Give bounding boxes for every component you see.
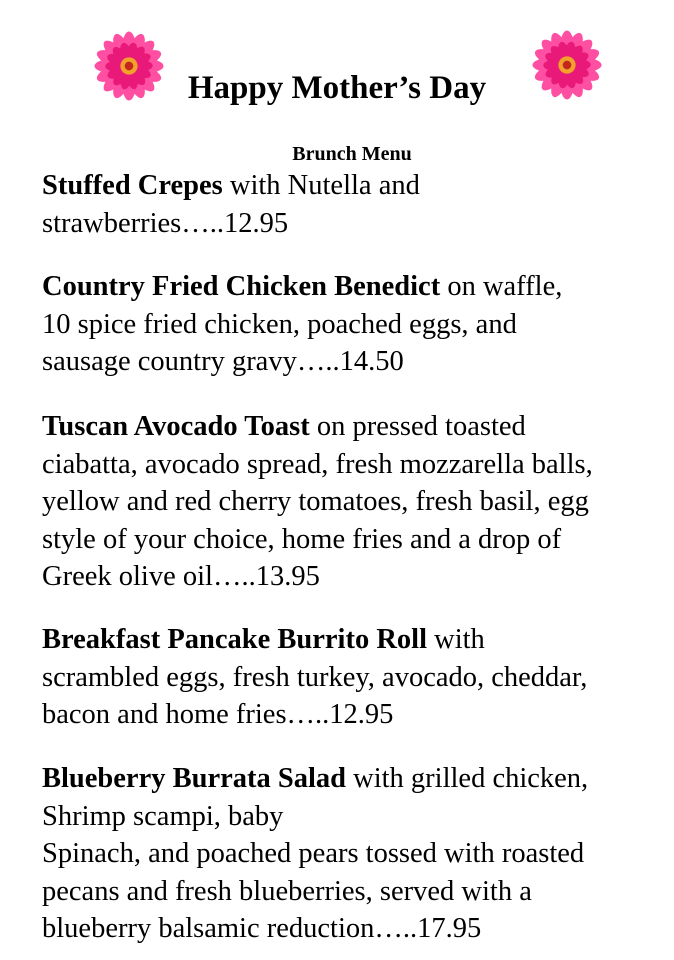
menu-item-description: on pressed toasted xyxy=(309,411,526,442)
menu-item-first-line xyxy=(42,621,662,659)
menu-item-breakfast-pancake-burrito-roll xyxy=(42,621,662,734)
menu-item-name: Country Fried Chicken Benedict xyxy=(42,271,441,302)
menu-item-first-line xyxy=(42,760,662,798)
menu-item-description: on waffle, xyxy=(440,271,563,302)
menu-item-description: ciabatta, avocado spread, fresh mozzarella balls, xyxy=(42,448,593,480)
menu-item-name: Tuscan Avocado Toast xyxy=(42,411,310,442)
menu-item-description: Spinach, and poached pears tossed with roasted xyxy=(42,838,585,869)
menu-item-description: sausage country gravy…..14.50 xyxy=(42,346,404,377)
menu-item-description: with grilled chicken, xyxy=(346,763,589,794)
menu-item-country-fried-chicken-benedict xyxy=(42,268,662,381)
menu-item-stuffed-crepes xyxy=(42,167,662,242)
menu-item-description: blueberry balsamic reduction…..17.95 xyxy=(42,913,482,944)
menu-item-first-line xyxy=(42,167,662,205)
menu-item-description: 10 spice fried chicken, poached eggs, and xyxy=(42,308,517,340)
page-title: Happy Mother’s Day xyxy=(187,70,487,106)
menu-item-description: pecans and fresh blueberries, served with a xyxy=(42,875,532,907)
menu-item-first-line xyxy=(42,408,662,446)
menu-item-first-line xyxy=(42,268,662,306)
menu-item-name: Blueberry Burrata Salad xyxy=(42,763,346,794)
menu-item-description: with xyxy=(427,624,485,655)
menu-item-description: yellow and red cherry tomatoes, fresh basil, egg xyxy=(42,486,589,517)
menu-item-blueberry-burrata-salad xyxy=(42,760,662,948)
menu-subtitle: Brunch Menu xyxy=(292,143,412,165)
menu-item-description: style of your choice, home fries and a drop of xyxy=(42,523,562,555)
menu-item-tuscan-avocado-toast xyxy=(42,408,662,596)
menu-item-description: strawberries…..12.95 xyxy=(42,207,289,239)
menu-item-name: Stuffed Crepes xyxy=(42,170,223,201)
menu-item-description: Shrimp scampi, baby xyxy=(42,800,284,832)
menu-item-description: scrambled eggs, fresh turkey, avocado, cheddar, xyxy=(42,661,588,693)
menu-item-description: with Nutella and xyxy=(222,170,420,201)
menu-item-description: bacon and home fries…..12.95 xyxy=(42,699,394,730)
menu-item-name: Breakfast Pancake Burrito Roll xyxy=(42,624,427,655)
menu-item-description: Greek olive oil…..13.95 xyxy=(42,561,320,592)
